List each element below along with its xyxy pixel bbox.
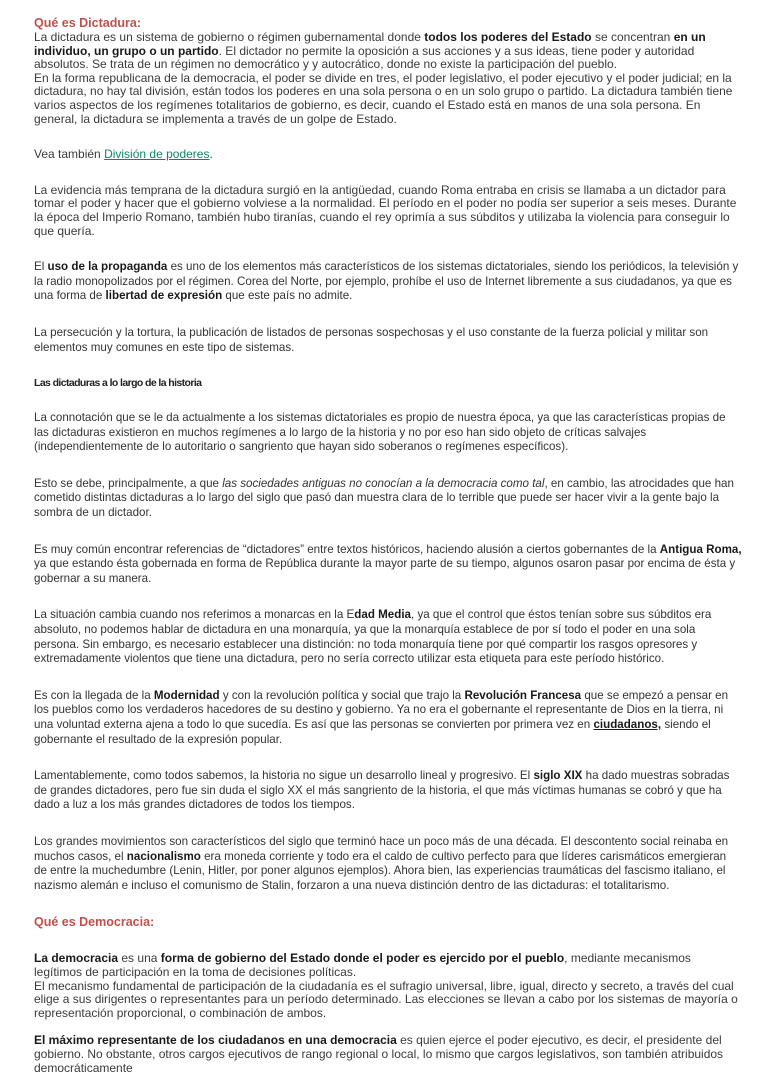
bold-text: todos los poderes del Estado xyxy=(424,30,592,44)
democracia-title: Qué es Democracia: xyxy=(34,915,155,930)
see-also-line xyxy=(34,148,742,162)
dictadura-paragraph-1 xyxy=(34,31,742,72)
text: Es con la llegada de la xyxy=(34,688,154,702)
historia-paragraph-5 xyxy=(34,689,742,747)
bold-text: La democracia xyxy=(34,951,119,966)
bold-text: dad Media xyxy=(354,608,411,622)
persecucion-paragraph: La persecución y la tortura, la publicación de listados de personas sospechosas y el uso constante de la fuerza policial y militar son elementos muy comunes en este tipo de sistemas. xyxy=(34,325,709,354)
text: siendo el gobernante el resultado de la expresión popular. xyxy=(34,718,711,746)
text: ha dado muestras sobradas de grandes dictadores, pero fue sin duda el siglo XX el más sangriento de la historia, el que más víctimas humanas se cobró y que ha dado a luz a los más grandes dictadores de todos los tiempos. xyxy=(34,769,730,812)
bold-text: Antigua Roma, xyxy=(659,542,742,556)
text: que este país no admite. xyxy=(222,289,353,303)
text: Lamentablemente, como todos sabemos, la historia no sigue un desarrollo lineal y progresivo. El xyxy=(34,769,534,783)
italic-text: las sociedades antiguas no conocían a la democracia como tal xyxy=(222,476,545,490)
text: y con la revolución política y social que trajo la xyxy=(219,688,465,702)
text: , mediante mecanismos legítimos de participación en la toma de decisiones políticas. xyxy=(34,951,691,979)
historia-paragraph-3 xyxy=(34,543,742,587)
text: Es muy común encontrar referencias de “dictadores” entre textos históricos, haciendo alusión a ciertos gobernantes de la xyxy=(34,542,660,556)
text: , ya que el control que éstos tenían sobre sus súbditos era absoluto, no podemos hablar de dictadura en una monarquía, ya que la monarquía establece de por sí todo el poder en una sola persona. Sin embargo, es necesario establecer una distinción: no toda monarquía tiene por qué compartir los rasgos opresores y extremadamente violentos que tiene una dictadura, pero no sería correcto utilizar esta etiqueta para este período histórico. xyxy=(34,608,712,666)
bold-text: siglo XIX xyxy=(533,769,583,783)
propaganda-paragraph xyxy=(34,260,742,304)
historia-paragraph-2 xyxy=(34,477,742,521)
historia-paragraph-1: La connotación que se le da actualmente a los sistemas dictatoriales es propio de nuestra época, ya que las características propias de las dictaduras existieron en muchos regímenes a lo largo de la historia y no por eso han sido objeto de críticas salvajes (independientemente de lo autoritario o sangriento que hayan sido soberanos o regímenes específicos). xyxy=(34,411,726,454)
historia-subtitle: Las dictaduras a lo largo de la historia xyxy=(34,377,202,390)
bold-text: uso de la propaganda xyxy=(47,260,168,274)
dictadura-title: Qué es Dictadura: xyxy=(34,16,141,30)
text: , en cambio, las atrocidades que han cometido distintas dictaduras a lo largo del siglo que pasó dan muestra clara de lo terrible que puede ser hacer vivir a la gente bajo la sombra de un dictador. xyxy=(34,476,734,520)
text: que se empezó a pensar en los pueblos como los verdaderos hacedores de su destino y gobierno. Ya no era el gobernante el representante de Dios en la tierra, ni una voluntad externa ajena a todo lo que sucedía. Es así que las personas se convierten por primera vez en xyxy=(34,688,729,731)
text: La situación cambia cuando nos referimos a monarcas en la E xyxy=(34,608,355,622)
text: Los grandes movimientos son característicos del siglo que terminó hace un poco más de una década. El descontento social reinaba en muchos casos, el xyxy=(34,834,729,863)
underlined-bold-text: ciudadanos, xyxy=(593,718,662,731)
text: ya que estando ésta gobernada en forma de República durante la mayor parte de su tiempo, algunos osaron pasar por encima de ésta y gobernar a su manera. xyxy=(34,557,736,585)
text: es una xyxy=(118,951,161,966)
historia-paragraph-7 xyxy=(34,835,742,893)
text: es quien ejerce el poder ejecutivo, es decir, el presidente del gobierno. No obstante, otros cargos ejecutivos de rango regional o local, lo mismo que cargos legislativos, son también atribuidos democráticamente xyxy=(34,1033,724,1075)
text: Esto se debe, principalmente, a que xyxy=(34,476,223,490)
text: se concentran xyxy=(591,30,674,44)
democracia-paragraph-3 xyxy=(34,1034,742,1075)
dictadura-paragraph-3: La evidencia más temprana de la dictadura surgió en la antigüedad, cuando Roma entraba en crisis se llamaba a un dictador para tomar el poder y hacer que el gobierno volviese a la normalidad. El período en el poder no podía ser superior a seis meses. Durante la época del Imperio Romano, también hubo tiranías, cuando el rey oprimía a sus súbditos y utilizaba la violencia para conseguir lo que quería. xyxy=(34,182,737,238)
bold-text: en un individuo, un grupo o un partido xyxy=(34,30,706,58)
bold-text: El máximo representante de los ciudadanos en una democracia xyxy=(34,1033,397,1048)
bold-text: nacionalismo xyxy=(126,849,201,863)
bold-text: forma de gobierno del Estado donde el poder es ejercido por el pueblo xyxy=(160,951,565,966)
text: . El dictador no permite la oposición a sus acciones y a sus ideas, tiene poder y autoridad absolutos. Se trata de un régimen no democrático y y autocrático, donde no existe la participación del pueblo. xyxy=(34,43,695,72)
bold-text: Modernidad xyxy=(153,688,220,702)
bold-text: Revolución Francesa xyxy=(464,688,582,702)
democracia-paragraph-1 xyxy=(34,952,742,979)
text: era moneda corriente y todo era el caldo de cultivo perfecto para que líderes carismáticos emergieran de entre la muchedumbre (Lenin, Hitler, por poner algunos ejemplos). Ahora bien, las experiencias traumáticas del fascismo italiano, el nazismo alemán e incluso el comunismo de Stalin, forzaron a una nueva distinción dentro de las dictaduras: el totalitarismo. xyxy=(34,849,727,892)
text: La dictadura es un sistema de gobierno o régimen gubernamental donde xyxy=(34,30,425,44)
text: . xyxy=(209,147,213,162)
text: El xyxy=(34,260,48,274)
dictadura-paragraph-2: En la forma republicana de la democracia, el poder se divide en tres, el poder legislativo, el poder ejecutivo y el poder judicial; en la dictadura, no hay tal división, están todos los poderes en una sola persona o en un solo grupo o partido. La dictadura también tiene varios aspectos de los regímenes totalitarios de gobierno, es decir, cuando el Estado está en manos de una sola persona. En general, la dictadura se implementa a través de un golpe de Estado. xyxy=(34,70,733,126)
historia-paragraph-4 xyxy=(34,608,742,666)
bold-text: libertad de expresión xyxy=(105,289,223,303)
democracia-paragraph-2: El mecanismo fundamental de participación de la ciudadanía es el sufragio universal, libre, igual, directo y secreto, a través del cual elige a sus dirigentes o representantes para un período determinado. Las elecciones se llevan a cabo por los sistemas de mayoría o representación proporcional, o combinación de ambos. xyxy=(34,978,738,1020)
text: es uno de los elementos más característicos de los sistemas dictatoriales, siendo los periódicos, la televisión y la radio monopolizados por el régimen. Corea del Norte, por ejemplo, prohíbe el uso de Internet libremente a sus ciudadanos, ya que es una forma de xyxy=(34,260,739,303)
division-de-poderes-link[interactable]: División de poderes xyxy=(104,147,210,162)
text: Vea también xyxy=(34,147,105,162)
historia-paragraph-6 xyxy=(34,769,742,813)
